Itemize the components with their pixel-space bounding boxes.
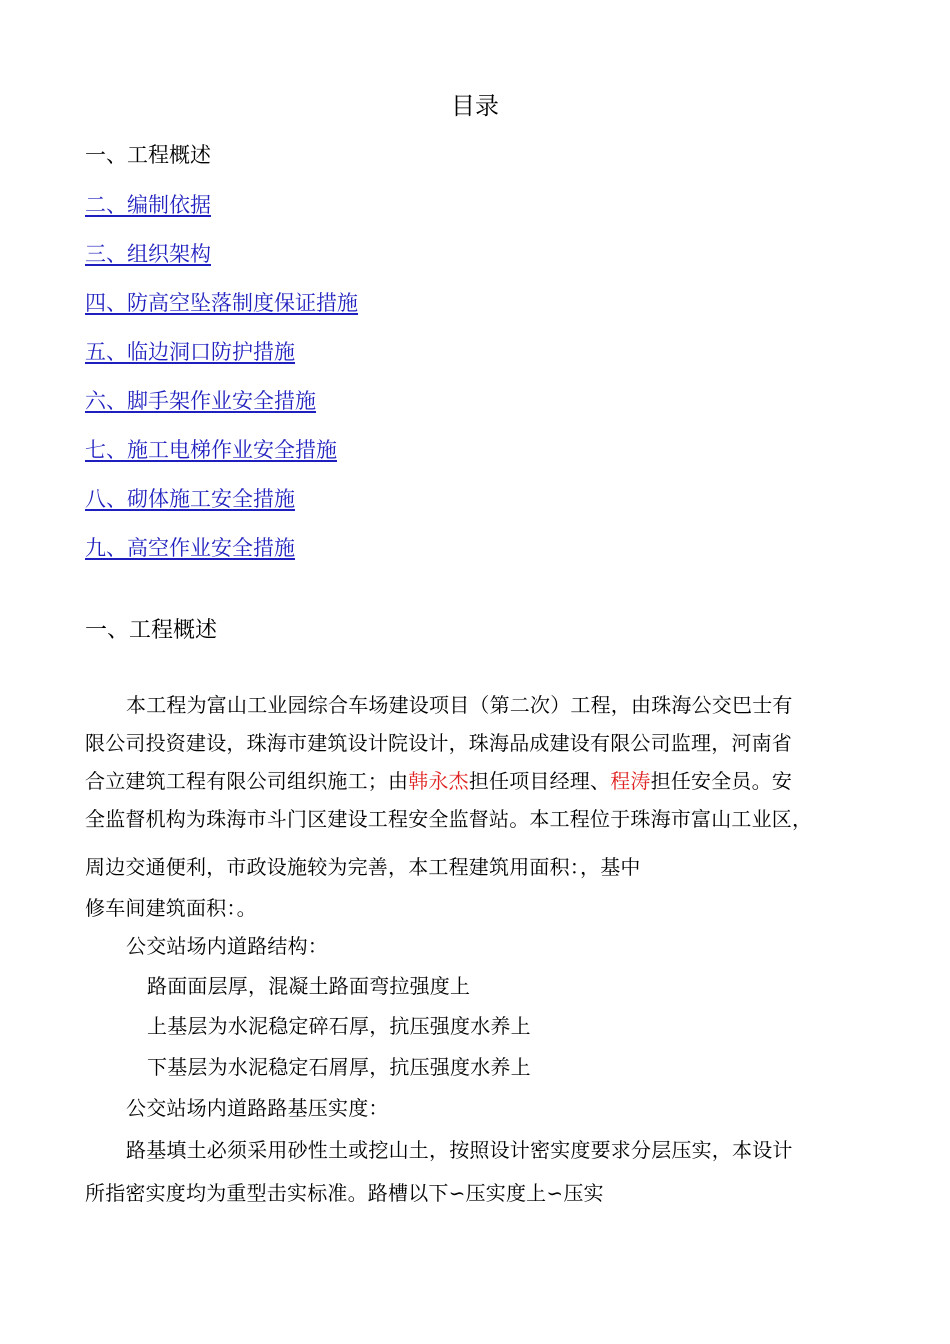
paragraph-line: 所指密实度均为重型击实标准。路槽以下∽压实度上∽压实 [85, 1181, 604, 1205]
toc-link-edge-protection[interactable]: 五、临边洞口防护措施 [85, 340, 295, 364]
paragraph-line: 限公司投资建设，珠海市建筑设计院设计，珠海品成建设有限公司监理，河南省 [85, 731, 792, 755]
toc-link-height-work-safety[interactable]: 九、高空作业安全措施 [85, 536, 295, 560]
road-layer-surface: 路面面层厚，混凝土路面弯拉强度上 [147, 974, 471, 998]
paragraph-line: 修车间建筑面积：。 [85, 896, 257, 920]
toc-link-masonry-safety[interactable]: 八、砌体施工安全措施 [85, 487, 295, 511]
compaction-title: 公交站场内道路路基压实度： [126, 1096, 389, 1120]
paragraph-line: 全监督机构为珠海市斗门区建设工程安全监督站。本工程位于珠海市富山工业区， [85, 807, 813, 831]
toc-link-fall-prevention[interactable]: 四、防高空坠落制度保证措施 [85, 291, 358, 315]
toc-title: 目录 [451, 92, 499, 120]
toc-link-organization[interactable]: 三、组织架构 [85, 242, 211, 266]
road-layer-lower-base: 下基层为水泥稳定石屑厚，抗压强度水养上 [147, 1055, 531, 1079]
paragraph-text: 合立建筑工程有限公司组织施工；由 [85, 769, 409, 793]
toc-item-overview: 一、工程概述 [85, 143, 211, 167]
road-structure-title: 公交站场内道路结构： [126, 934, 328, 958]
project-manager-name: 韩永杰 [408, 769, 469, 793]
toc-link-basis[interactable]: 二、编制依据 [85, 193, 211, 217]
toc-link-scaffold-safety[interactable]: 六、脚手架作业安全措施 [85, 389, 316, 413]
paragraph-text: 担任项目经理、 [468, 769, 611, 793]
toc-link-elevator-safety[interactable]: 七、施工电梯作业安全措施 [85, 438, 337, 462]
paragraph-line: 周边交通便利，市政设施较为完善，本工程建筑用面积：，基中 [85, 855, 641, 879]
paragraph-line-with-names [85, 767, 792, 795]
road-layer-upper-base: 上基层为水泥稳定碎石厚，抗压强度水养上 [147, 1014, 531, 1038]
paragraph-line: 路基填土必须采用砂性土或挖山土，按照设计密实度要求分层压实，本设计 [126, 1138, 793, 1162]
safety-officer-name: 程涛 [610, 769, 651, 793]
paragraph-line: 本工程为富山工业园综合车场建设项目（第二次）工程，由珠海公交巴士有 [126, 693, 793, 717]
section-heading-overview: 一、工程概述 [85, 618, 218, 643]
paragraph-text: 担任安全员。安 [650, 769, 793, 793]
